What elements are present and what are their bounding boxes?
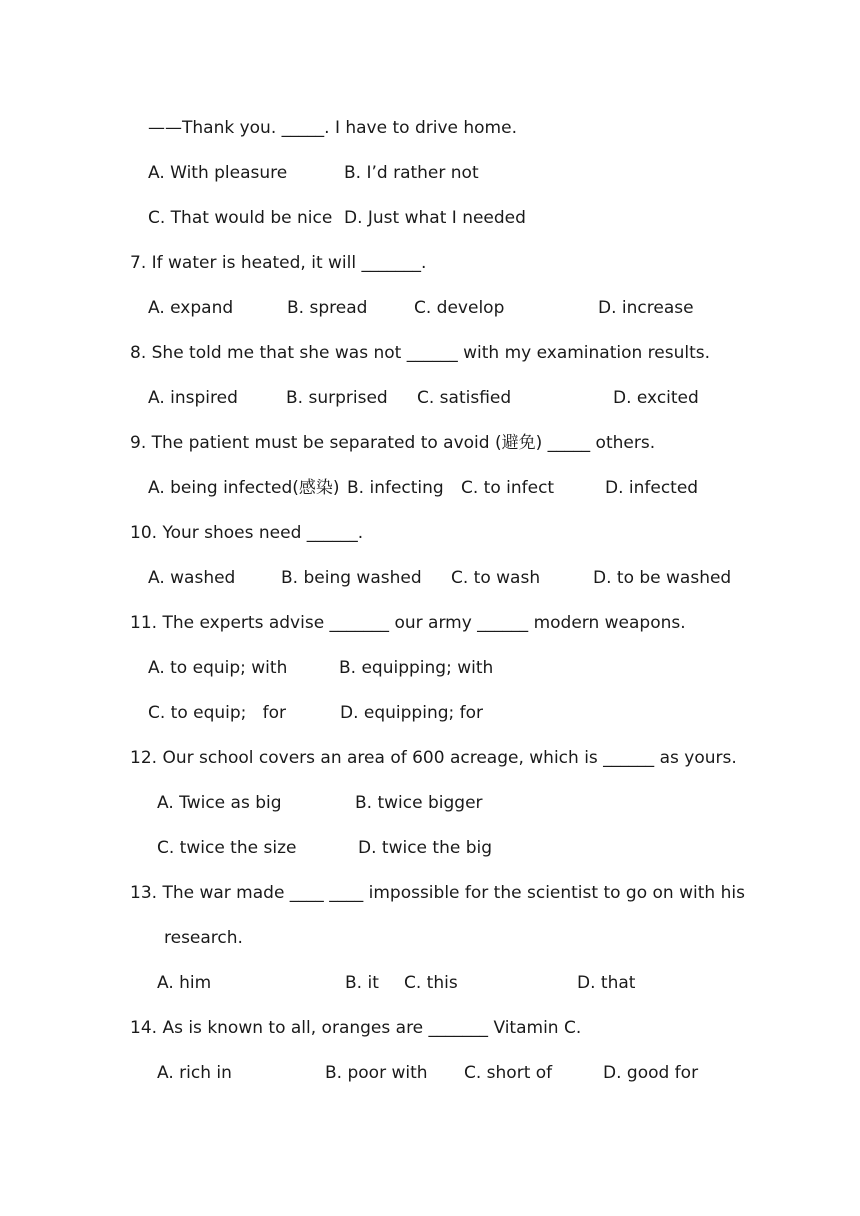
q9-stem: 9. The patient must be separated to avoid (避免) _____ others. (130, 433, 656, 453)
q11-option-b: B. equipping; with (339, 658, 494, 678)
q13-stem-line1: 13. The war made ____ ____ impossible for the scientist to go on with his (130, 883, 745, 903)
q9-option-b: B. infecting (347, 478, 444, 498)
q13-option-b: B. it (345, 973, 379, 993)
q14-option-d: D. good for (603, 1063, 699, 1083)
q11-option-d: D. equipping; for (340, 703, 484, 723)
q7-option-a: A. expand (148, 298, 234, 318)
q8-option-c: C. satisfied (417, 388, 512, 408)
q12-option-b: B. twice bigger (355, 793, 483, 813)
q7-stem: 7. If water is heated, it will _______. (130, 253, 427, 273)
q14-option-c: C. short of (464, 1063, 553, 1083)
q14-option-a: A. rich in (157, 1063, 232, 1083)
q11-option-c: C. to equip; for (148, 703, 287, 723)
q8-option-b: B. surprised (286, 388, 388, 408)
q6-option-d: D. Just what I needed (344, 208, 526, 228)
q11-option-a: A. to equip; with (148, 658, 288, 678)
q7-option-b: B. spread (287, 298, 368, 318)
q8-option-d: D. excited (613, 388, 699, 408)
q13-option-d: D. that (577, 973, 636, 993)
q7-option-d: D. increase (598, 298, 694, 318)
q9-option-c: C. to infect (461, 478, 555, 498)
q8-stem: 8. She told me that she was not ______ with my examination results. (130, 343, 711, 363)
q6-option-b: B. I’d rather not (344, 163, 479, 183)
q13-option-c: C. this (404, 973, 458, 993)
q13-stem-line2: research. (164, 928, 243, 948)
q10-option-c: C. to wash (451, 568, 541, 588)
q12-stem: 12. Our school covers an area of 600 acreage, which is ______ as yours. (130, 748, 737, 768)
q10-option-d: D. to be washed (593, 568, 732, 588)
q9-option-d: D. infected (605, 478, 699, 498)
q10-option-b: B. being washed (281, 568, 422, 588)
q12-option-c: C. twice the size (157, 838, 297, 858)
q8-option-a: A. inspired (148, 388, 238, 408)
q12-option-d: D. twice the big (358, 838, 493, 858)
q10-option-a: A. washed (148, 568, 236, 588)
q14-option-b: B. poor with (325, 1063, 428, 1083)
q10-stem: 10. Your shoes need ______. (130, 523, 364, 543)
q6-option-c: C. That would be nice (148, 208, 333, 228)
q13-option-a: A. him (157, 973, 212, 993)
q9-option-a: A. being infected(感染) (148, 478, 340, 498)
q11-stem: 11. The experts advise _______ our army ______ modern weapons. (130, 613, 686, 633)
q6-dialog: ——Thank you. _____. I have to drive home. (148, 118, 517, 138)
q14-stem: 14. As is known to all, oranges are _______ Vitamin C. (130, 1018, 582, 1038)
q6-option-a: A. With pleasure (148, 163, 288, 183)
q12-option-a: A. Twice as big (157, 793, 282, 813)
q7-option-c: C. develop (414, 298, 505, 318)
